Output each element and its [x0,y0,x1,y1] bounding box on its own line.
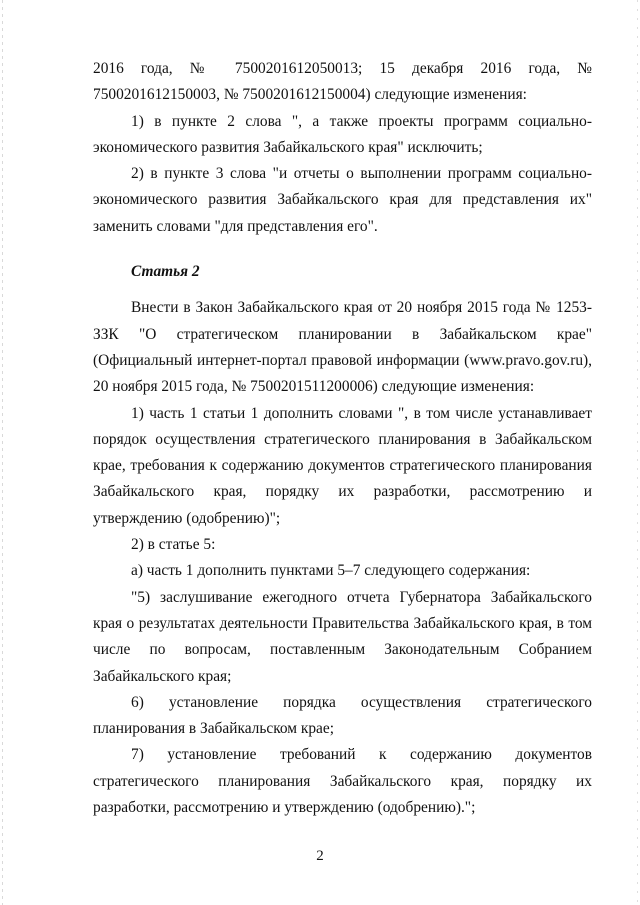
paragraph-continuation: 2016 года, № 7500201612050013; 15 декабря 2016 года, № 7500201612150003, № 7500201612150004) следующие изменения: [93,60,592,104]
scan-edge-left [2,0,3,905]
paragraph-article-5: 2) в статье 5: [131,536,216,554]
paragraph-article-intro: Внести в Закон Забайкальского края от 20 ноября 2015 года № 1253-ЗЗК "О стратегическом планировании в Забайкальском крае" (Официальный интернет-портал правовой информации (www.pravo.gov.ru), 20 ноября 2015 года, № 7500201511200006) следующие изменения: [93,299,592,396]
paragraph-point-5: "5) заслушивание ежегодного отчета Губернатора Забайкальского края о результатах деятельности Правительства Забайкальского края, в том числе по вопросам, поставленным Законодательным Собранием Забайкальского края; [93,588,592,685]
document-body [93,56,592,821]
scan-edge-right [637,0,638,905]
article-heading: Статья 2 [131,263,200,281]
paragraph-item-1-point-2: 1) в пункте 2 слова ", а также проекты программ социально-экономического развития Забайкальского края" исключить; [93,112,592,156]
paragraph-part-1-additions: а) часть 1 дополнить пунктами 5–7 следующего содержания: [131,562,531,580]
paragraph-point-7: 7) установление требований к содержанию документов стратегического планирования Забайкальского края, порядку их разработки, рассмотрению и утверждению (одобрению)."; [93,746,592,817]
paragraph-part-1-article-1: 1) часть 1 статьи 1 дополнить словами ", в том числе устанавливает порядок осуществления стратегического планирования в Забайкальском крае, требования к содержанию документов стратегического планирования Забайкальского края, порядку их разработки, рассмотрению и утверждению (одобрению)"; [93,404,592,527]
paragraph-item-2-point-3: 2) в пункте 3 слова "и отчеты о выполнении программ социально-экономического развития Забайкальского края для представления их" заменить словами "для представления его". [93,165,592,235]
page-number: 2 [316,848,324,864]
paragraph-point-6: 6) установление порядка осуществления стратегического планирования в Забайкальском крае; [93,693,592,738]
